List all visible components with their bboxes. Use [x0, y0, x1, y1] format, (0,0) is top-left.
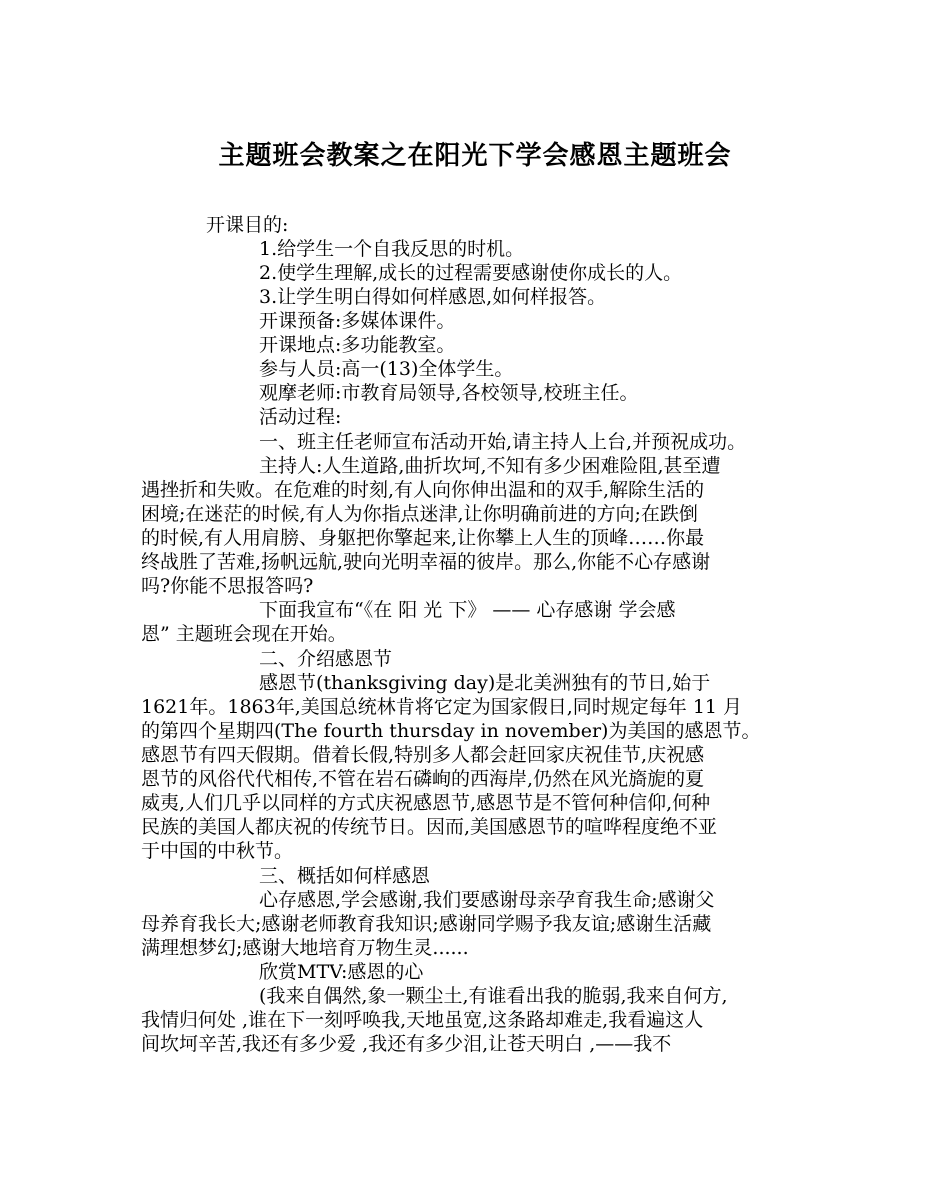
text-line: 间坎坷辛苦,我还有多少爱 ,我还有多少泪,让苍天明白 ,——我不 [141, 1033, 672, 1055]
text-line: 心存感恩,学会感谢,我们要感谢母亲孕育我生命;感谢父 [259, 889, 715, 911]
text-line: 母养育我长大;感谢老师教育我知识;感谢同学赐予我友谊;感谢生活藏 [141, 913, 712, 935]
text-line: 威夷,人们几乎以同样的方式庆祝感恩节,感恩节是不管何种信仰,何种 [141, 792, 711, 814]
text-line: 恩” 主题班会现在开始。 [141, 623, 347, 645]
text-line: 1.给学生一个自我反思的时机。 [259, 238, 525, 260]
text-line: 恩节的风俗代代相传,不管在岩石磷峋的西海岸,仍然在风光旖旎的夏 [141, 768, 705, 790]
text-line: 一、班主任老师宣布活动开始,请主持人上台,并预祝成功。 [259, 431, 747, 453]
text-line: 活动过程: [259, 406, 342, 428]
text-line: 感恩节(thanksgiving day)是北美洲独有的节日,始于 [259, 672, 711, 694]
text-line: 参与人员:高一(13)全体学生。 [259, 358, 514, 380]
text-line: 观摩老师:市教育局领导,各校领导,校班主任。 [259, 382, 639, 404]
document-title: 主题班会教案之在阳光下学会感恩主题班会 [218, 141, 732, 171]
text-line: 吗?你能不思报答吗? [141, 575, 314, 597]
text-line: 遇挫折和失败。在危难的时刻,有人向你伸出温和的双手,解除生活的 [141, 479, 705, 501]
text-line: 感恩节有四天假期。借着长假,特别多人都会赶回家庆祝佳节,庆祝感 [141, 744, 705, 766]
text-line: 2.使学生理解,成长的过程需要感谢使你成长的人。 [259, 262, 683, 284]
text-line: 满理想梦幻;感谢大地培育万物生灵...... [141, 937, 469, 959]
text-line: 三、概括如何样感恩 [259, 865, 431, 887]
text-line: 民族的美国人都庆祝的传统节日。因而,美国感恩节的喧哗程度绝不亚 [141, 816, 718, 838]
text-line: 的第四个星期四(The fourth thursday in november)为美国的感恩节。 [141, 720, 761, 742]
text-line: 下面我宣布“《在 阳 光 下》 —— 心存感谢 学会感 [259, 599, 676, 621]
text-line: (我来自偶然,象一颗尘土,有谁看出我的脆弱,我来自何方, [259, 985, 728, 1007]
text-line: 开课预备:多媒体课件。 [259, 310, 456, 332]
text-line: 二、介绍感恩节 [259, 648, 393, 670]
text-line: 终战胜了苦难,扬帆远航,驶向光明幸福的彼岸。那么,你能不心存感谢 [141, 551, 711, 573]
text-line: 3.让学生明白得如何样感恩,如何样报答。 [259, 286, 607, 308]
text-line: 主持人:人生道路,曲折坎坷,不知有多少困难险阻,甚至遭 [259, 455, 721, 477]
text-line: 1621年。1863年,美国总统林肯将它定为国家假日,同时规定每年 11 月 [141, 696, 743, 718]
text-line: 欣赏MTV:感恩的心 [259, 961, 424, 983]
text-line: 困境;在迷茫的时候,有人为你指点迷津,让你明确前进的方向;在跌倒 [141, 503, 698, 525]
text-line: 开课地点:多功能教室。 [259, 334, 456, 356]
text-line: 我情归何处 ,谁在下一刻呼唤我,天地虽宽,这条路却难走,我看遍这人 [141, 1009, 704, 1031]
text-line: 于中国的中秋节。 [141, 840, 294, 862]
text-line: 开课目的: [206, 214, 289, 236]
text-line: 的时候,有人用肩膀、身躯把你擎起来,让你攀上人生的顶峰……你最 [141, 527, 705, 549]
